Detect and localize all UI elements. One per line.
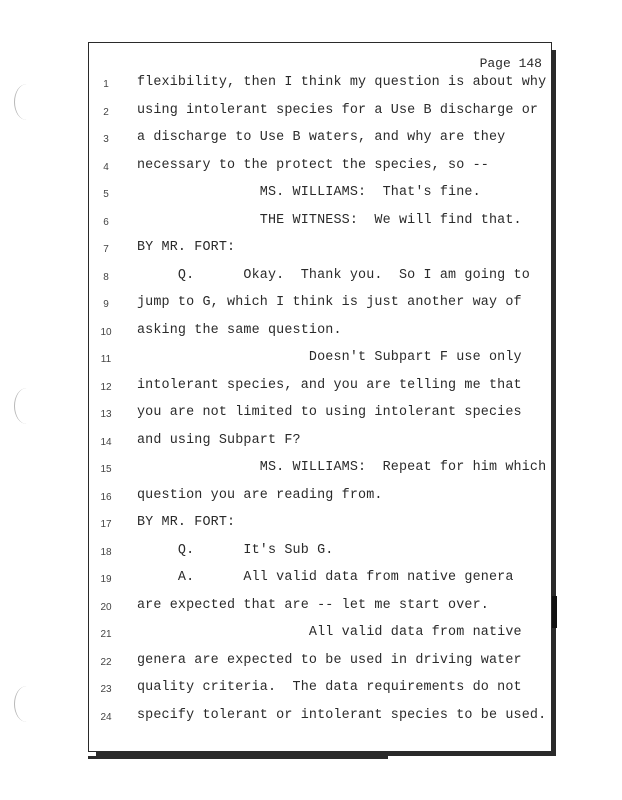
transcript-line: [0, 680, 552, 707]
line-number: 16: [100, 491, 112, 503]
transcript-line: [0, 543, 552, 570]
line-number: 21: [100, 629, 112, 640]
transcript-line: [0, 433, 552, 460]
line-text: flexibility, then I think my question is about why: [137, 75, 547, 90]
line-text: necessary to the protect the species, so --: [137, 157, 489, 173]
line-text: a discharge to Use B waters, and why are they: [137, 130, 506, 145]
transcript-line: [0, 75, 552, 102]
line-number: 12: [100, 381, 112, 393]
line-text: jump to G, which I think is just another way of: [137, 295, 522, 310]
transcript-line: [0, 488, 552, 515]
transcript-line: [0, 708, 552, 735]
line-number: 19: [100, 574, 112, 585]
line-text: MS. WILLIAMS: Repeat for him which: [137, 460, 547, 475]
line-text: BY MR. FORT:: [137, 240, 236, 255]
transcript-line: [0, 158, 552, 185]
line-text: THE WITNESS: We will find that.: [137, 212, 522, 228]
line-number: 10: [100, 326, 112, 338]
line-number: 9: [103, 299, 109, 310]
line-number: 23: [100, 684, 112, 695]
line-number: 1: [103, 79, 109, 90]
frame-shadow-right: [552, 50, 556, 756]
line-number: 20: [100, 601, 112, 613]
line-text: intolerant species, and you are telling me that: [137, 377, 522, 393]
line-text: Q. Okay. Thank you. So I am going to: [137, 267, 530, 283]
transcript-line: [0, 268, 552, 295]
line-number: 8: [103, 271, 109, 283]
transcript-line: [0, 653, 552, 680]
line-text: and using Subpart F?: [137, 432, 301, 448]
transcript-line: [0, 350, 552, 377]
transcript-line: [0, 570, 552, 597]
line-number: 18: [100, 546, 112, 558]
transcript-line: [0, 378, 552, 405]
line-text: quality criteria. The data requirements do not: [137, 680, 522, 695]
transcript-line: [0, 515, 552, 542]
line-number: 22: [100, 656, 112, 668]
line-text: Doesn't Subpart F use only: [137, 350, 522, 365]
line-text: you are not limited to using intolerant species: [137, 405, 522, 420]
line-number: 24: [100, 711, 112, 723]
line-number: 17: [100, 519, 112, 530]
line-number: 2: [103, 106, 109, 118]
line-text: asking the same question.: [137, 322, 342, 338]
line-number: 7: [103, 244, 109, 255]
line-text: question you are reading from.: [137, 487, 383, 503]
line-number: 6: [103, 216, 109, 228]
frame-bottom-bar: [88, 756, 388, 759]
transcript-line: [0, 103, 552, 130]
transcript-line: [0, 213, 552, 240]
transcript-line: [0, 240, 552, 267]
line-text: are expected that are -- let me start over.: [137, 597, 489, 613]
transcript-line: [0, 130, 552, 157]
transcript-line: [0, 185, 552, 212]
line-text: All valid data from native: [137, 625, 522, 640]
page-number-label: Page 148: [479, 56, 542, 71]
transcript-line: [0, 323, 552, 350]
edge-mark: [552, 596, 557, 628]
line-text: Q. It's Sub G.: [137, 542, 334, 558]
line-number: 3: [103, 134, 109, 145]
transcript-line: [0, 460, 552, 487]
line-text: BY MR. FORT:: [137, 515, 236, 530]
line-text: A. All valid data from native genera: [137, 570, 514, 585]
line-number: 5: [103, 189, 109, 200]
line-text: genera are expected to be used in driving water: [137, 652, 522, 668]
line-text: MS. WILLIAMS: That's fine.: [137, 185, 481, 200]
line-number: 4: [103, 161, 109, 173]
transcript-line: [0, 295, 552, 322]
line-number: 15: [100, 464, 112, 475]
line-number: 14: [100, 436, 112, 448]
transcript-line: [0, 405, 552, 432]
line-text: using intolerant species for a Use B discharge or: [137, 102, 539, 118]
line-text: specify tolerant or intolerant species to be used.: [137, 707, 547, 723]
line-number: 13: [100, 409, 112, 420]
transcript-line: [0, 598, 552, 625]
transcript-line: [0, 625, 552, 652]
line-number: 11: [100, 354, 112, 365]
